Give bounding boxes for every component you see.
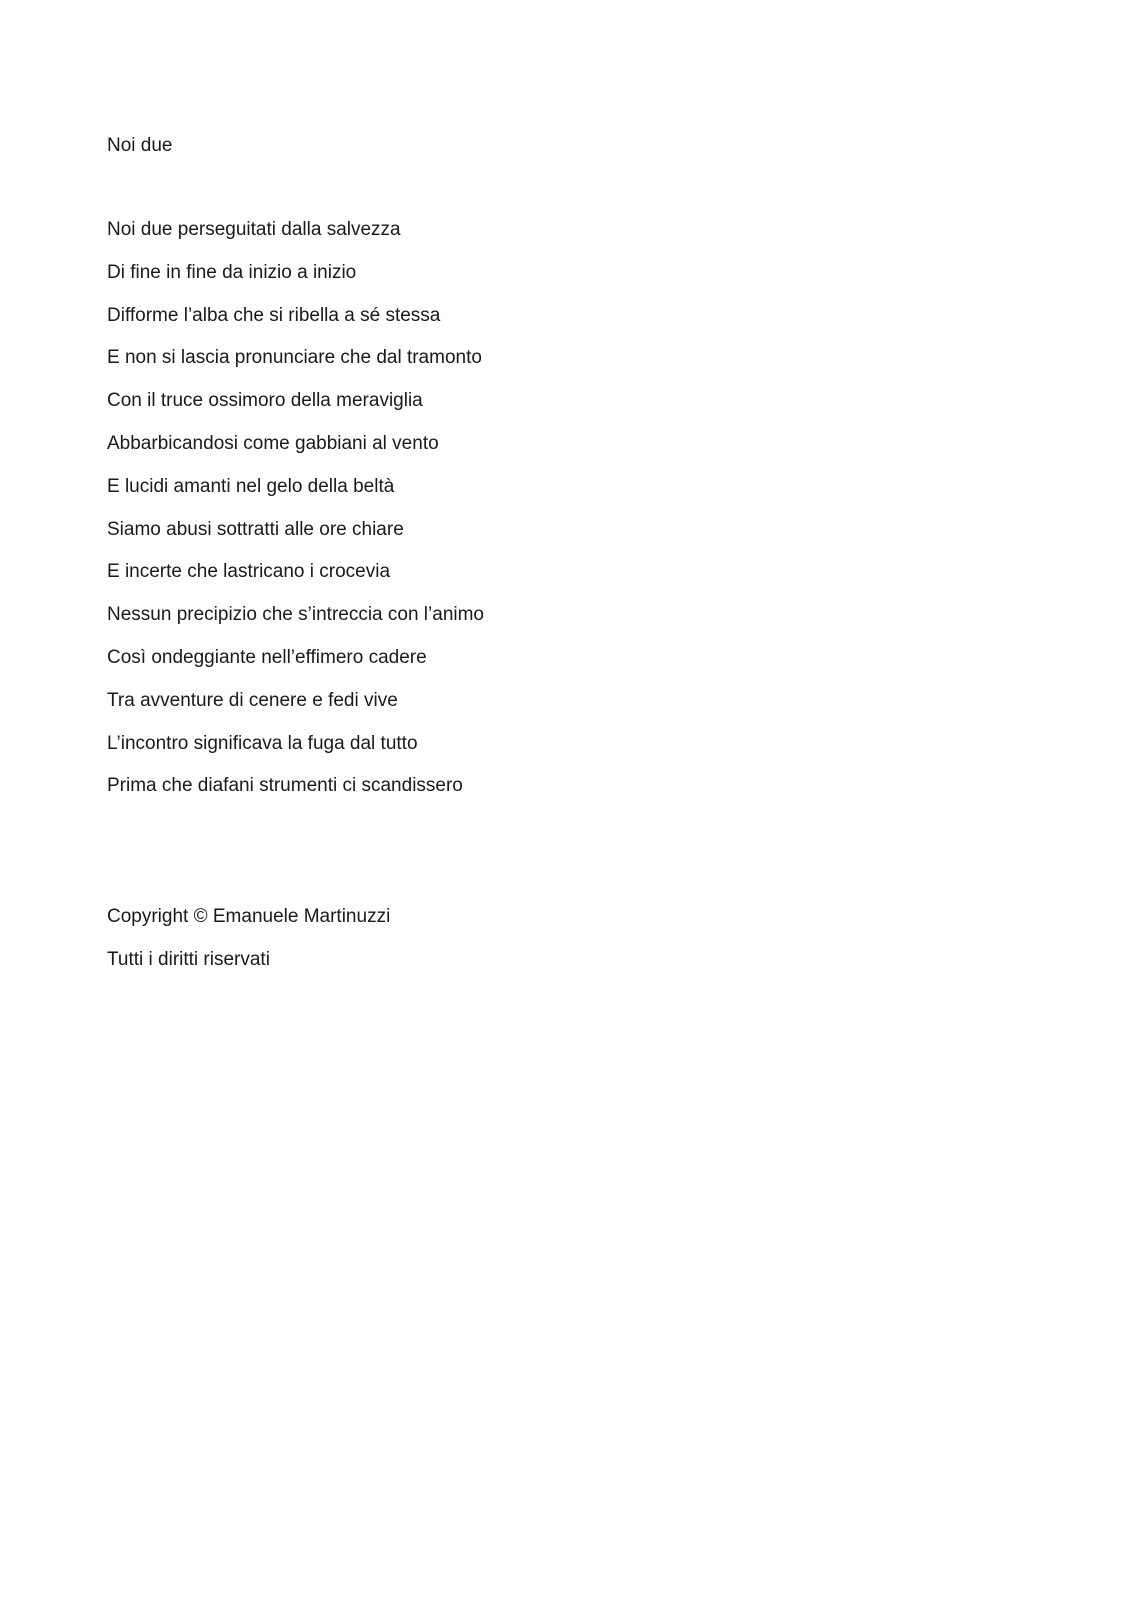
- poem-line: Con il truce ossimoro della meraviglia: [107, 390, 423, 412]
- poem-line: E incerte che lastricano i crocevia: [107, 561, 391, 583]
- copyright-notice: Copyright © Emanuele Martinuzzi: [107, 906, 391, 927]
- poem-line: L’incontro significava la fuga dal tutto: [107, 732, 418, 754]
- poem-line: Prima che diafani strumenti ci scandissero: [107, 775, 463, 797]
- poem-line: Siamo abusi sottratti alle ore chiare: [107, 518, 404, 540]
- poem-line: Nessun precipizio che s’intreccia con l’animo: [107, 604, 485, 626]
- poem-line: E lucidi amanti nel gelo della beltà: [107, 475, 395, 497]
- rights-notice: Tutti i diritti riservati: [107, 948, 270, 970]
- poem-line: Difforme l’alba che si ribella a sé stessa: [107, 304, 441, 326]
- poem-title: Noi due: [107, 135, 173, 156]
- poem-line: Noi due perseguitati dalla salvezza: [107, 219, 401, 240]
- poem-line: Così ondeggiante nell’effimero cadere: [107, 646, 427, 668]
- poem-body: [107, 218, 484, 817]
- copyright-block: [107, 905, 390, 991]
- poem-line: Di fine in fine da inizio a inizio: [107, 261, 357, 283]
- poem-line: E non si lascia pronunciare che dal tramonto: [107, 347, 482, 369]
- poem-line: Tra avventure di cenere e fedi vive: [107, 689, 398, 711]
- poem-line: Abbarbicandosi come gabbiani al vento: [107, 432, 439, 454]
